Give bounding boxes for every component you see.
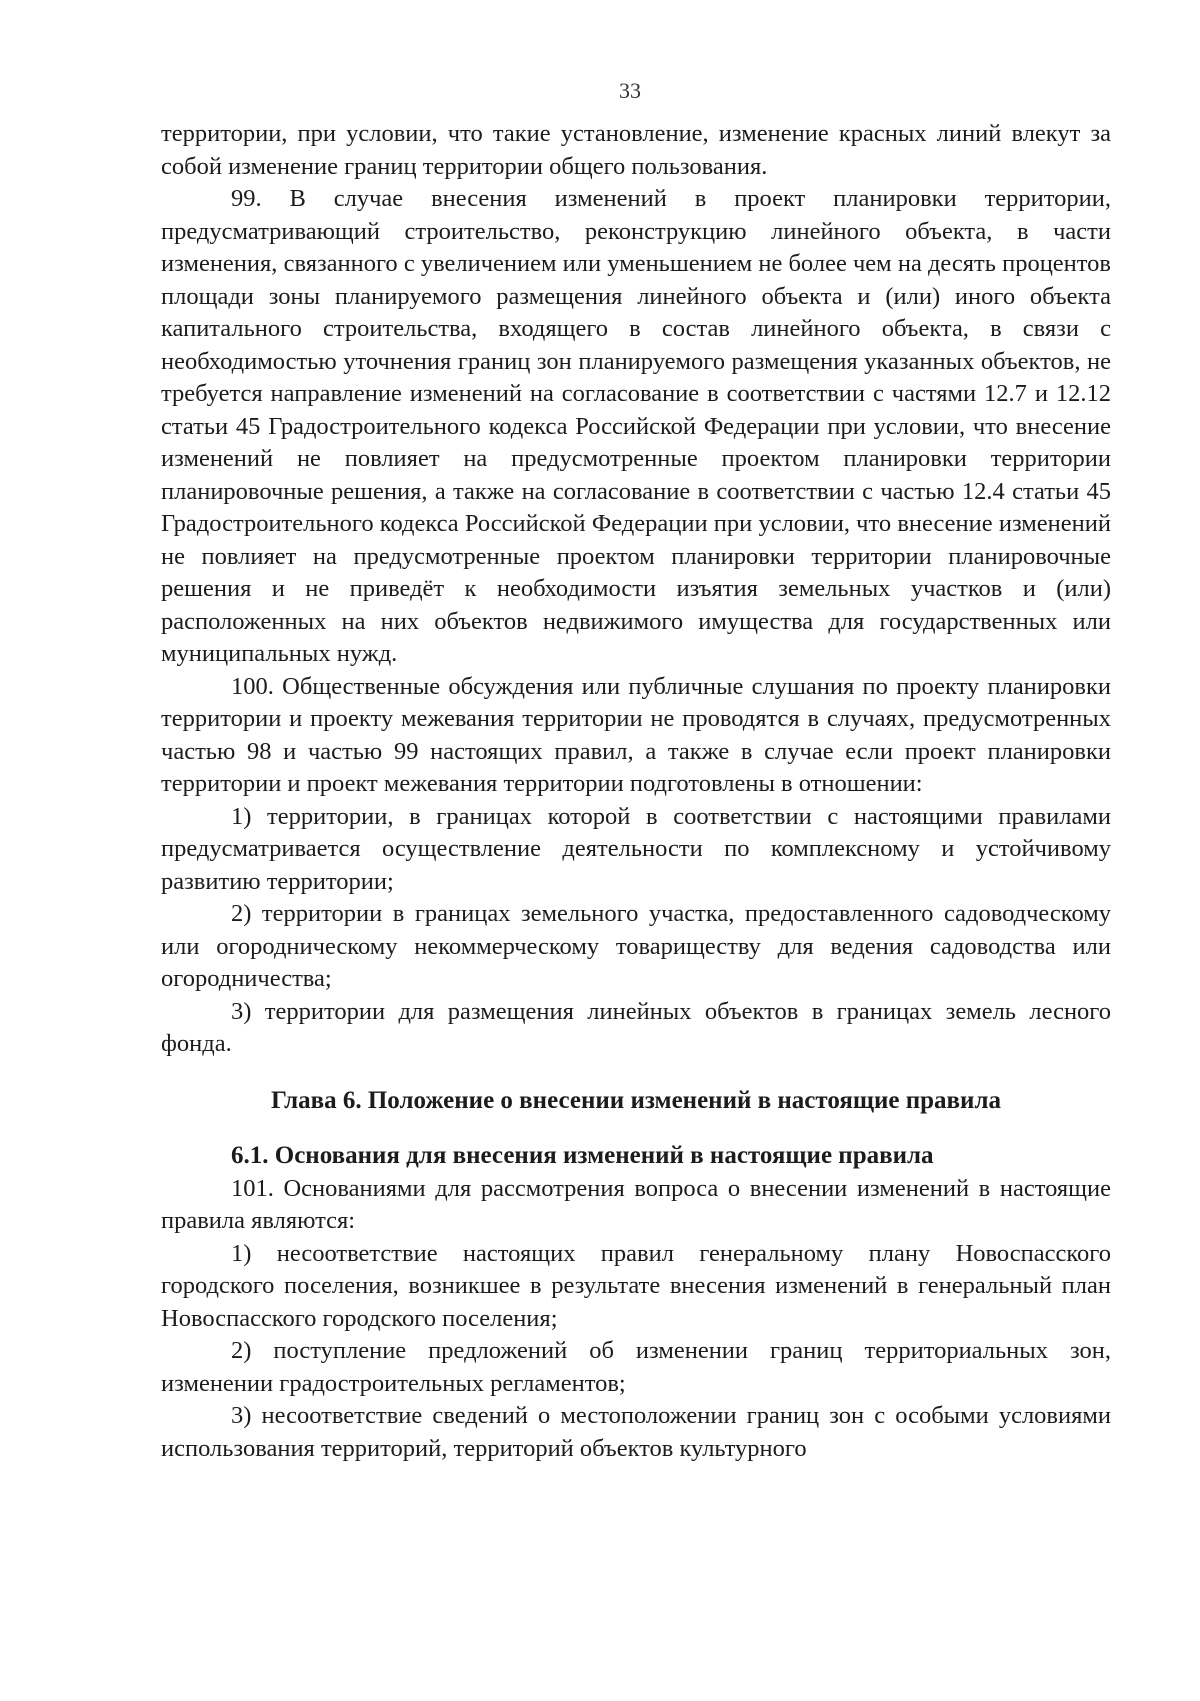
paragraph-continuation: территории, при условии, что такие установление, изменение красных линий влекут за собой изменение границ территории общего пользования. xyxy=(161,120,1111,180)
chapter-heading: Глава 6. Положение о внесении изменений в настоящие правила xyxy=(271,1086,1001,1114)
paragraph-101-item-1: 1) несоответствие настоящих правил генеральному плану Новоспасского городского поселения, возникшее в результате внесения изменений в генеральный план Новоспасского городского поселения; xyxy=(161,1239,1111,1332)
paragraph-99: 99. В случае внесения изменений в проект планировки территории, предусматривающий строительство, реконструкцию линейного объекта, в части изменения, связанного с увеличением или уменьшением не более чем на десять процентов площади зоны планируемого размещения линейного объекта и (или) иного объекта капитального строительства, входящего в состав линейного объекта, в связи с необходимостью уточнения границ зон планируемого размещения указанных объектов, не требуется направление изменений на согласование в соответствии с частями 12.7 и 12.12 статьи 45 Градостроительного кодекса Российской Федерации при условии, что внесение изменений не повлияет на предусмотренные проектом планировки территории планировочные решения, а также на согласование в соответствии с частью 12.4 статьи 45 Градостроительного кодекса Российской Федерации при условии, что внесение изменений не повлияет на предусмотренные проектом планировки территории планировочные решения и не приведёт к необходимости изъятия земельных участков и (или) расположенных на них объектов недвижимого имущества для государственных или муниципальных нужд. xyxy=(161,185,1111,667)
paragraph-100-item-2: 2) территории в границах земельного участка, предоставленного садоводческому или огородническому некоммерческому товариществу для ведения садоводства или огородничества; xyxy=(161,900,1111,992)
section-heading: 6.1. Основания для внесения изменений в настоящие правила xyxy=(231,1142,934,1169)
paragraph-101: 101. Основаниями для рассмотрения вопроса о внесении изменений в настоящие правила являются: xyxy=(161,1174,1111,1234)
paragraph-101-item-2: 2) поступление предложений об изменении границ территориальных зон, изменении градостроительных регламентов; xyxy=(161,1337,1111,1397)
paragraph-100: 100. Общественные обсуждения или публичные слушания по проекту планировки территории и проекту межевания территории не проводятся в случаях, предусмотренных частью 98 и частью 99 настоящих правил, а также в случае если проект планировки территории и проект межевания территории подготовлены в отношении: xyxy=(161,672,1111,797)
paragraph-100-item-3: 3) территории для размещения линейных объектов в границах земель лесного фонда. xyxy=(161,997,1111,1057)
page-number: 33 xyxy=(619,78,641,103)
paragraph-101-item-3: 3) несоответствие сведений о местоположении границ зон с особыми условиями использования территорий, территорий объектов культурного xyxy=(161,1402,1111,1462)
document-body xyxy=(161,118,1111,1465)
paragraph-100-item-1: 1) территории, в границах которой в соответствии с настоящими правилами предусматривается осуществление деятельности по комплексному и устойчивому развитию территории; xyxy=(161,802,1111,895)
